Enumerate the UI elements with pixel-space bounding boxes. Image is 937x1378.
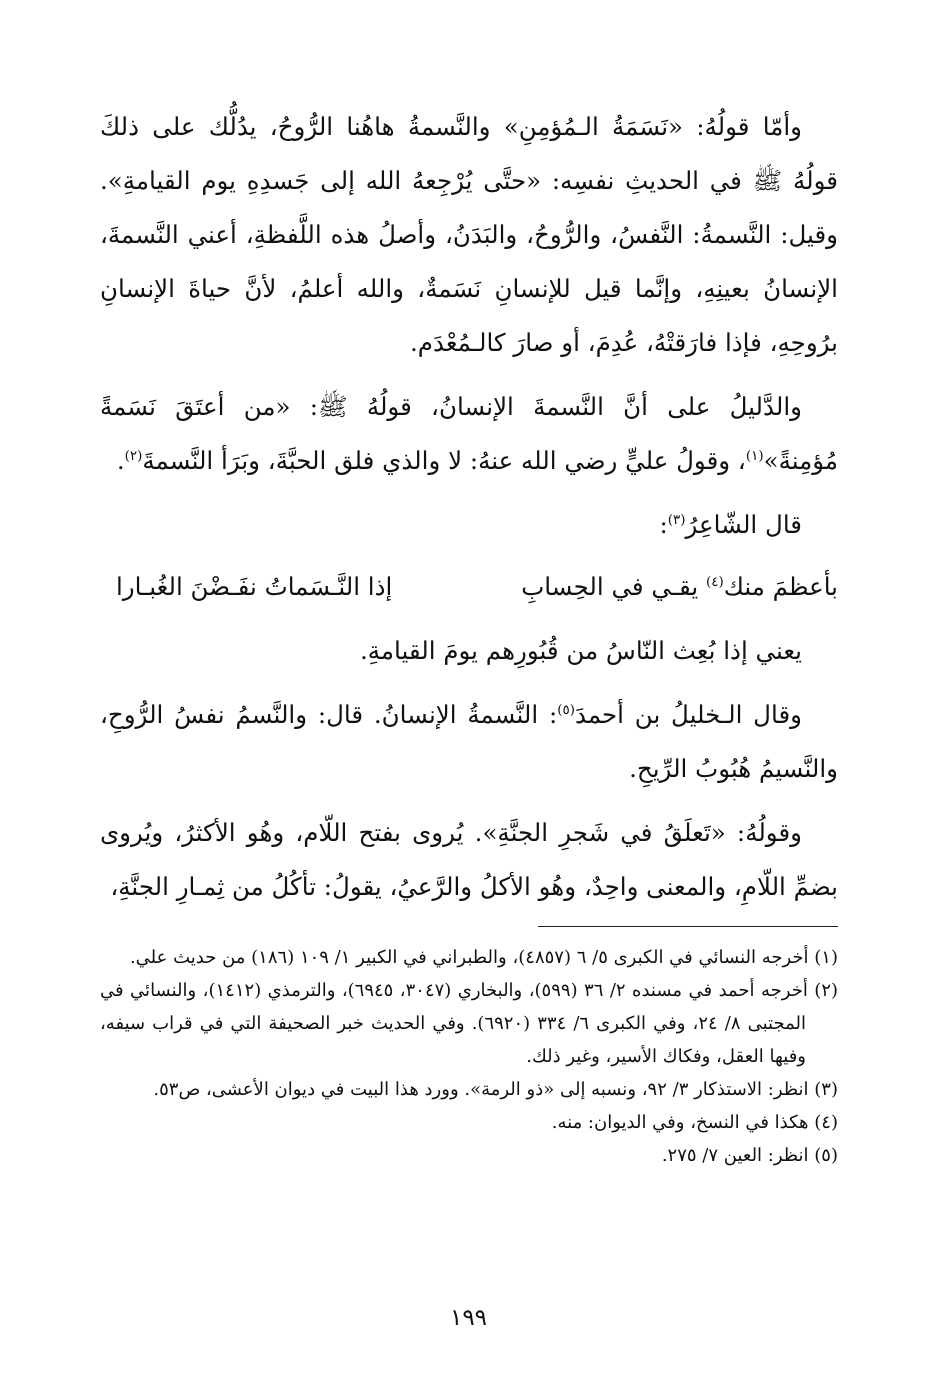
- paragraph-2: [100, 380, 838, 488]
- paragraph-2-text: والدَّليلُ على أنَّ النَّسمةَ الإنسانُ، قولُهُ ﷺ: «من أعتَقَ نَسَمةً مُؤمِنةً»: [100, 392, 838, 475]
- paragraph-5: [100, 688, 838, 796]
- book-page: [100, 100, 838, 1330]
- verse-first-b: يقـي في الحِسابِ: [521, 572, 706, 601]
- footnote-ref-2: (٢): [124, 447, 143, 464]
- paragraph-5-text-b: : النَّسمةُ الإنسانُ. قال: والنَّسمُ نفسُ الرُّوحِ، والنَّسيمُ هُبُوبُ الرِّيحِ.: [100, 700, 838, 783]
- poetry-verse: [100, 560, 838, 614]
- paragraph-3: [100, 498, 838, 552]
- paragraph-1: وأمّا قولُهُ: «نَسَمَةُ الـمُؤمِنِ» والنَّسمةُ هاهُنا الرُّوحُ، يدُلُّك على ذلكَ قولُهُ ﷺ في الحديثِ نفسِه: «حتَّى يُرْجِعهُ الله إلى جَسدِهِ يوم القيامةِ». وقيل: النَّسمةُ: النَّفسُ، والرُّوحُ، والبَدَنُ، وأصلُ هذه اللَّفظةِ، أعني النَّسمةَ، الإنسانُ بعينِهِ، وإنَّما قيل للإنسانِ نَسَمةٌ، والله أعلمُ، لأنَّ حياةَ الإنسانِ برُوحِهِ، فإذا فارَقتْهُ، عُدِمَ، أو صارَ كالـمُعْدَم.: [100, 112, 838, 357]
- paragraph-6: وقولُهُ: «تَعلَقُ في شَجرِ الجنَّةِ». يُروى بفتح اللّام، وهُو الأكثرُ، ويُروى بضمِّ اللّامِ، والمعنى واحِدٌ، وهُو الأكلُ والرَّعيُ، يقولُ: تأكُلُ من ثِمـارِ الجنَّةِ،: [100, 818, 838, 901]
- footnote-4: (٤) هكذا في النسخ، وفي الديوان: منه.: [551, 1112, 838, 1133]
- poet-intro-colon: :: [659, 510, 668, 539]
- verse-second-hemistich: إذا النَّـسَماتُ نفَـضْنَ الغُبـارا: [116, 572, 393, 601]
- footnote-ref-4: (٤): [705, 573, 724, 590]
- paragraph-5-text: وقال الـخليلُ بن أحمدَ: [575, 700, 802, 729]
- paragraph-2-text-c: .: [116, 446, 125, 475]
- paragraph-2-text-b: ، وقولُ عليٍّ رضي الله عنهُ: لا والذي فلق الحبَّةَ، وبَرَأ النَّسمةَ: [142, 446, 746, 475]
- footnote-2: (٢) أخرجه أحمد في مسنده ٢/ ٣٦ (٥٩٩)، والبخاري (٣٠٤٧، ٦٩٤٥)، والترمذي (١٤١٢)، والنسائي في المجتبى ٨/ ٢٤، وفي الكبرى ٦/ ٣٣٤ (٦٩٢٠). وفي الحديث خبر الصحيفة التي في قراب سيفه، وفيها العقل، وفكاك الأسير، وغير ذلك.: [100, 980, 839, 1067]
- footnote-ref-1: (١): [745, 447, 764, 464]
- footnote-ref-5: (٥): [557, 701, 576, 718]
- page-number: ١٩٩: [449, 1305, 488, 1331]
- main-text: [100, 100, 838, 914]
- footnote-3: (٣) انظر: الاستذكار ٣/ ٩٢، ونسبه إلى «ذو الرمة». وورد هذا البيت في ديوان الأعشى، ص٥٣.: [153, 1079, 838, 1100]
- footnote-separator: [538, 926, 838, 927]
- poet-intro: قال الشّاعِرُ: [685, 510, 802, 539]
- footnote-5: (٥) انظر: العين ٧/ ٢٧٥.: [661, 1145, 838, 1166]
- paragraph-4: يعني إذا بُعِث النّاسُ من قُبُورِهم يومَ القيامةِ.: [359, 636, 802, 665]
- verse-first-hemistich: [521, 560, 838, 614]
- footnote-1: (١) أخرجه النسائي في الكبرى ٥/ ٦ (٤٨٥٧)، والطبراني في الكبير ١/ ١٠٩ (١٨٦) من حديث علي.: [129, 947, 838, 968]
- footnotes: [100, 941, 838, 1172]
- footnote-ref-3: (٣): [667, 511, 686, 528]
- verse-first-a: بأعظمَ منك: [723, 572, 838, 601]
